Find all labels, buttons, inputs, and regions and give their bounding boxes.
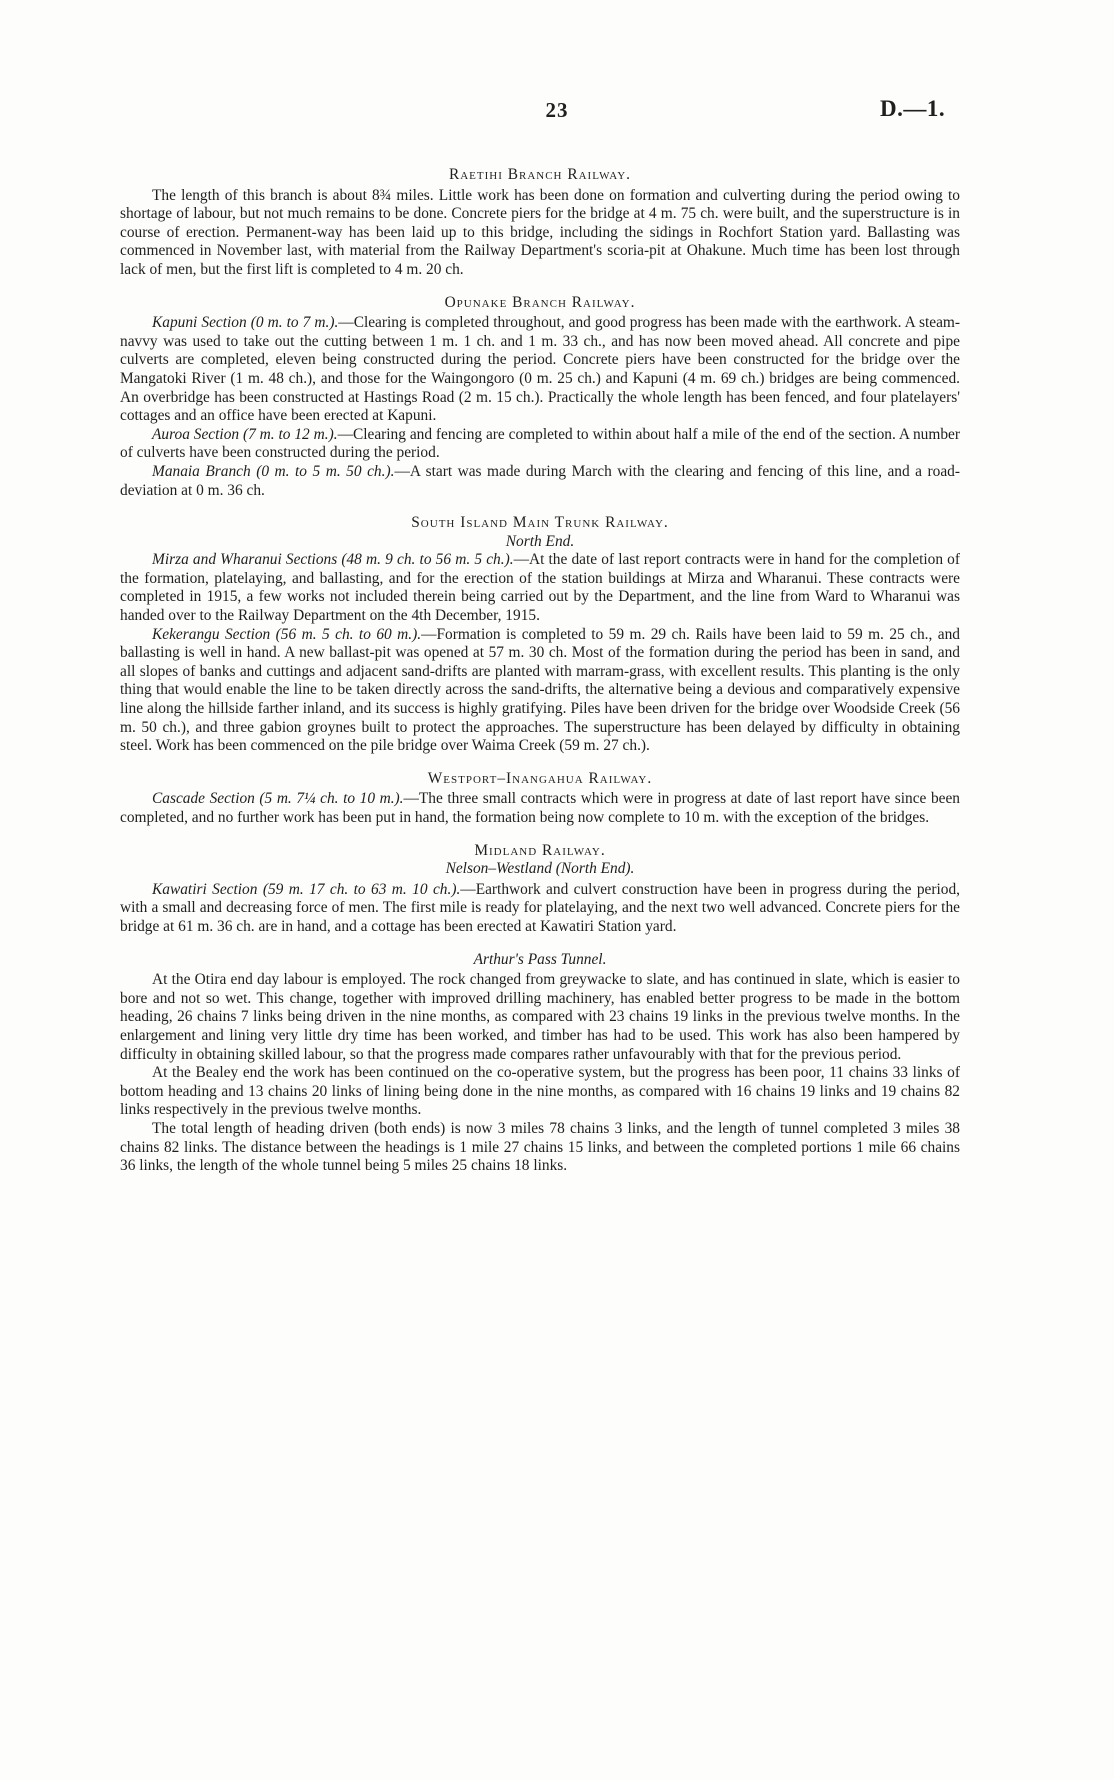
paragraph-cascade — [120, 790, 960, 827]
paragraph-lead: Manaia Branch (0 m. to 5 m. 50 ch.). — [152, 462, 395, 480]
paragraph-manaia — [120, 463, 960, 500]
paragraph-text: —Formation is completed to 59 m. 29 ch. Rails have been laid to 59 m. 25 ch., and ballasting is well in hand. A new ballast-pit was opened at 57 m. 30 ch. Most of the formation during the period has been in sand, and all slopes of banks and cuttings and adjacent sand-drifts are planted with marram-grass, with excellent results. This planting is the only thing that would enable the line to be taken directly across the sand-drifts, the alternative being a devious and comparatively expensive line along the hillside farther inland, and its success is highly gratifying. Piles have been driven for the bridge over Woodside Creek (56 m. 50 ch.), and three gabion groynes built to protect the approaches. The superstructure has been delayed by difficulty in obtaining steel. Work has been commenced on the pile bridge over Waima Creek (59 m. 27 ch.). — [120, 625, 960, 755]
document-code: D.—1. — [880, 96, 946, 121]
page-number: 23 — [545, 98, 569, 122]
paragraph-text: The length of this branch is about 8¾ miles. Little work has been done on formation and culverting during the period owing to shortage of labour, but not much remains to be done. Concrete piers for the bridge at 4 m. 75 ch. were built, and the superstructure is in course of erection. Permanent-way has been laid up to this bridge, including the sidings in Rochfort Station yard. Ballasting was commenced in November last, with material from the Railway Department's scoria-pit at Ohakune. Much time has been lost through lack of men, but the first lift is completed to 4 m. 20 ch. — [120, 186, 960, 278]
section-heading-westport: Westport–Inangahua Railway. — [427, 769, 653, 787]
paragraph-lead: Cascade Section (5 m. 7¼ ch. to 10 m.). — [152, 790, 404, 808]
paragraph-otira — [120, 971, 960, 1064]
paragraph-auroa — [120, 426, 960, 463]
paragraph-text: —Clearing and fencing are completed to within about half a mile of the end of the section. A number of culverts have been constructed during the period. — [120, 425, 960, 462]
paragraph-bealey — [120, 1064, 960, 1120]
paragraph-mirza-wharanui — [120, 551, 960, 625]
section-heading-south-island: South Island Main Trunk Railway. — [411, 514, 669, 532]
section-heading-midland: Midland Railway. — [474, 841, 606, 859]
paragraph-kapuni — [120, 314, 960, 426]
paragraph-text: —At the date of last report contracts were in hand for the completion of the formation, platelaying, and ballasting, and for the erection of the station buildings at Mirza and Wharanui. These contracts were completed in 1915, a few works not included therein being carried out by the Department, and the line from Ward to Wharanui was handed over to the Railway Department on the 4th December, 1915. — [120, 551, 960, 625]
paragraph-lead: Mirza and Wharanui Sections (48 m. 9 ch. to 56 m. 5 ch.). — [152, 551, 514, 569]
paragraph-text: —Clearing is completed throughout, and good progress has been made with the earthwork. A steam-navvy was used to take out the cutting between 1 m. 1 ch. and 1 m. 33 ch., and has now been moved ahead. All concrete and pipe culverts are completed, eleven being constructed during the period. Concrete piers have been constructed for the bridge over the Mangatoki River (1 m. 48 ch.), and those for the Waingongoro (0 m. 25 ch.) and Kapuni (4 m. 69 ch.) bridges are being commenced. An overbridge has been constructed at Hastings Road (2 m. 15 ch.). Practically the whole length has been fenced, and four platelayers' cottages and an office have been erected at Kapuni. — [120, 314, 960, 425]
paragraph-lead: Kekerangu Section (56 m. 5 ch. to 60 m.). — [152, 625, 422, 643]
document-body — [120, 166, 960, 1176]
paragraph-text: —Earthwork and culvert construction have been in progress during the period, with a small and decreasing force of men. The first mile is ready for platelaying, and the next two well advanced. Concrete piers for the bridge at 61 m. 36 ch. are in hand, and a cottage has been erected at Kawatiri Station yard. — [120, 880, 960, 935]
section-subheading-nelson-westland: Nelson–Westland (North End). — [445, 860, 635, 878]
section-subheading-north-end: North End. — [505, 532, 575, 550]
paragraph-text: —The three small contracts which were in progress at date of last report have since been completed, and no further work has been put in hand, the formation being now complete to 10 m. with the exception of the bridges. — [120, 790, 960, 826]
paragraph-kawatiri — [120, 881, 960, 937]
paragraph-kekerangu — [120, 626, 960, 756]
paragraph-lead: Auroa Section (7 m. to 12 m.). — [152, 425, 338, 443]
section-heading-opunake: Opunake Branch Railway. — [444, 293, 636, 311]
paragraph-text: —A start was made during March with the clearing and fencing of this line, and a road-deviation at 0 m. 36 ch. — [120, 462, 960, 499]
paragraph-raetihi — [120, 187, 960, 280]
paragraph-lead: Kapuni Section (0 m. to 7 m.). — [152, 314, 339, 332]
paragraph-text: At the Otira end day labour is employed. The rock changed from greywacke to slate, and has continued in slate, which is easier to bore and not so wet. This change, together with improved drilling machinery, has enabled better progress to be made in the bottom heading, 26 chains 7 links being driven in the nine months, as compared with 23 chains 19 links in the previous twelve months. In the enlargement and lining very little dry time has been worked, and timber has had to be used. This work has also been hampered by difficulty in obtaining skilled labour, so that the progress made compares rather unfavourably with that for the previous period. — [120, 971, 960, 1063]
section-heading-raetihi: Raetihi Branch Railway. — [448, 166, 632, 183]
paragraph-total-length — [120, 1120, 960, 1176]
paragraph-text: The total length of heading driven (both ends) is now 3 miles 78 chains 3 links, and the length of tunnel completed 3 miles 38 chains 82 links. The distance between the headings is 1 mile 27 chains 15 links, and between the completed portions 1 mile 66 chains 36 links, the length of the whole tunnel being 5 miles 25 chains 18 links. — [120, 1119, 960, 1175]
paragraph-text: At the Bealey end the work has been continued on the co-operative system, but the progress has been poor, 11 chains 33 links of bottom heading and 13 chains 20 links of lining being done in the nine months, as compared with 16 chains 19 links and 19 chains 82 links respectively in the previous twelve months. — [120, 1064, 960, 1119]
section-subheading-arthurs-pass: Arthur's Pass Tunnel. — [473, 950, 607, 968]
paragraph-lead: Kawatiri Section (59 m. 17 ch. to 63 m. 10 ch.). — [152, 880, 461, 898]
